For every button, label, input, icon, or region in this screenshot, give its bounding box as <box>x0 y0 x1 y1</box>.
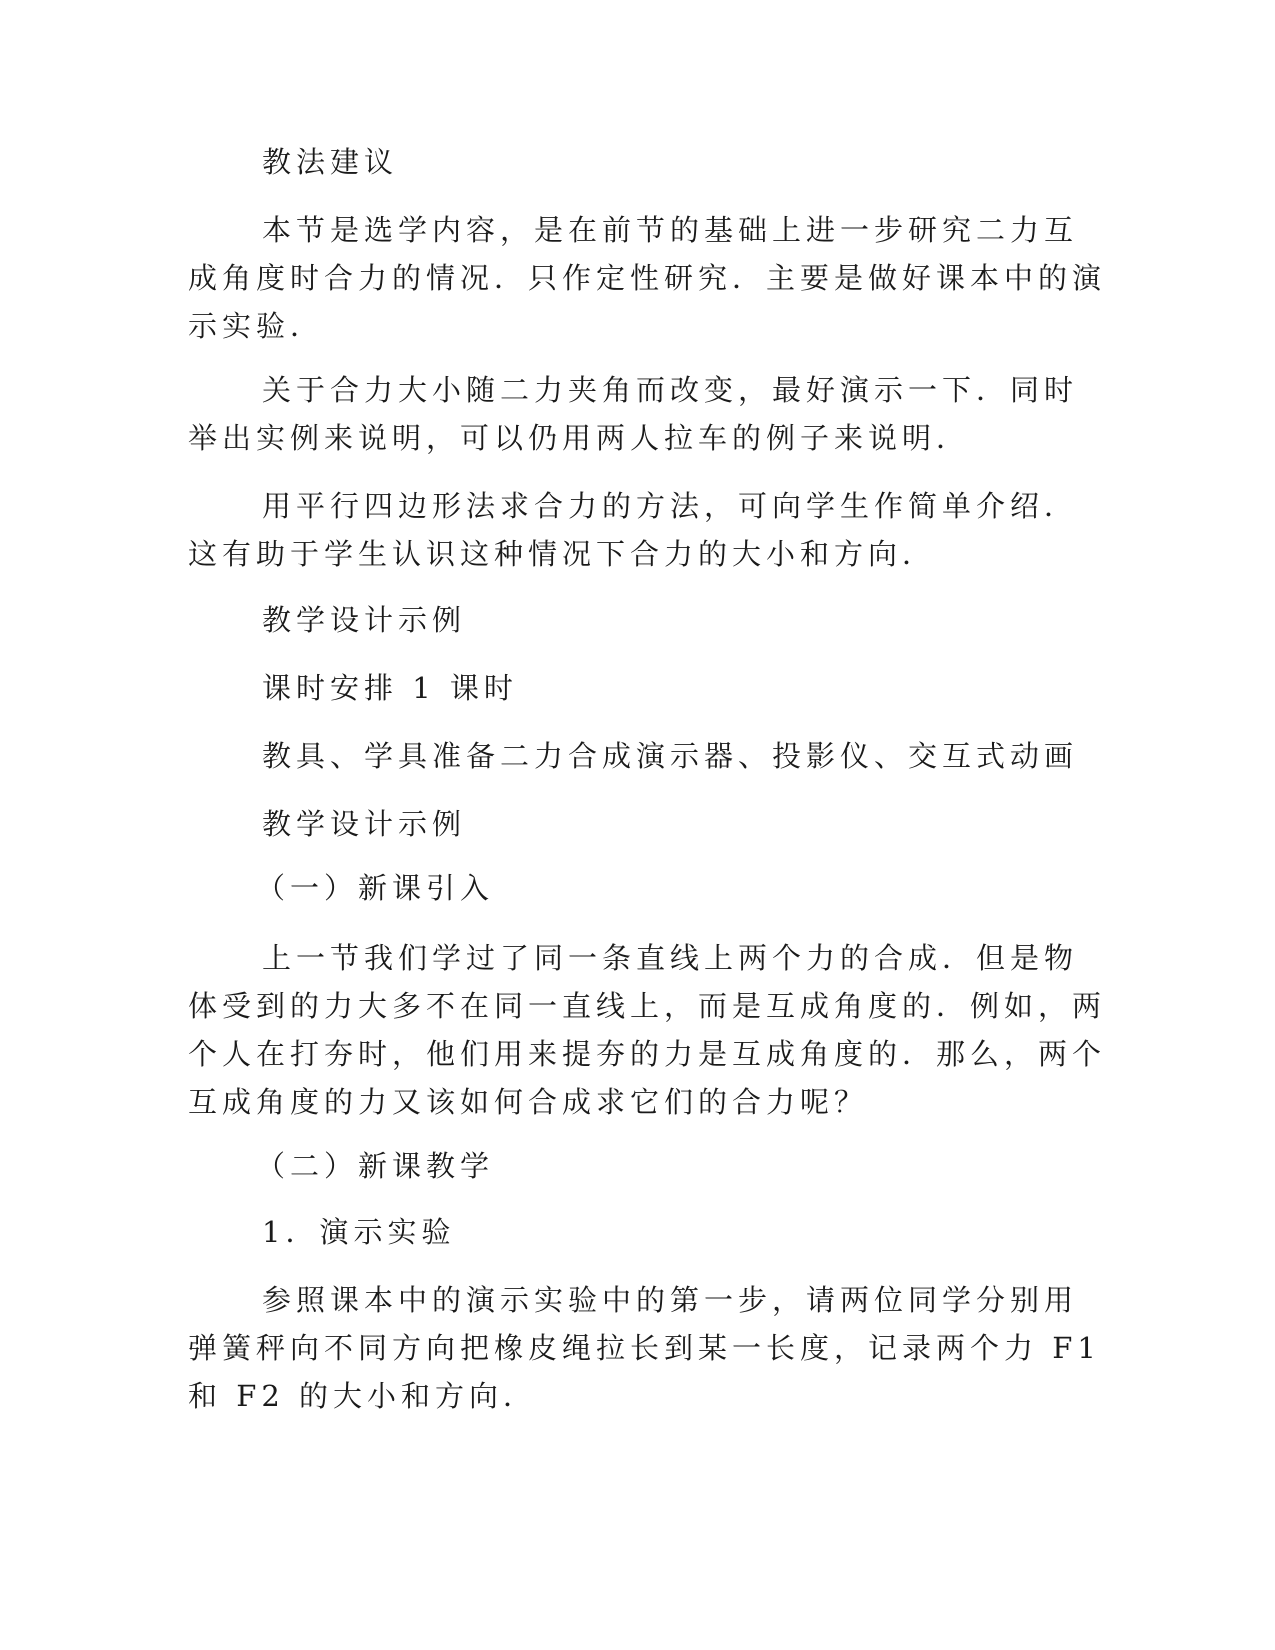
paragraph-5-line-2: 弹簧秤向不同方向把橡皮绳拉长到某一长度，记录两个力 F1 <box>188 1331 1101 1365</box>
paragraph-4-line-2: 体受到的力大多不在同一直线上，而是互成角度的．例如，两 <box>188 989 1107 1023</box>
paragraph-2 <box>188 366 1079 462</box>
heading-teaching-aids: 教具、学具准备二力合成演示器、投影仪、交互式动画 <box>262 739 1079 773</box>
paragraph-1 <box>188 206 1107 350</box>
heading-teaching-suggestions: 教法建议 <box>262 145 399 179</box>
paragraph-1-line-1: 本节是选学内容，是在前节的基础上进一步研究二力互 <box>262 213 1079 247</box>
paragraph-3-line-1: 用平行四边形法求合力的方法，可向学生作简单介绍． <box>262 489 1079 523</box>
heading-design-example-2: 教学设计示例 <box>262 807 467 841</box>
heading-demo-experiment: 1．演示实验 <box>262 1215 456 1249</box>
paragraph-5 <box>188 1276 1101 1420</box>
paragraph-5-line-1: 参照课本中的演示实验中的第一步，请两位同学分别用 <box>262 1283 1079 1317</box>
paragraph-4-line-4: 互成角度的力又该如何合成求它们的合力呢？ <box>188 1085 869 1119</box>
paragraph-4-line-1: 上一节我们学过了同一条直线上两个力的合成．但是物 <box>262 941 1079 975</box>
heading-class-schedule: 课时安排 1 课时 <box>262 671 518 705</box>
heading-new-lesson-intro: （一）新课引入 <box>256 871 495 905</box>
paragraph-3 <box>188 482 1079 578</box>
paragraph-2-line-2: 举出实例来说明，可以仍用两人拉车的例子来说明． <box>188 421 971 455</box>
heading-design-example: 教学设计示例 <box>262 603 467 637</box>
paragraph-5-line-3: 和 F2 的大小和方向． <box>188 1379 538 1413</box>
paragraph-4 <box>188 934 1107 1126</box>
paragraph-1-line-3: 示实验． <box>188 309 325 343</box>
paragraph-3-line-2: 这有助于学生认识这种情况下合力的大小和方向． <box>188 537 937 571</box>
heading-new-lesson-teaching: （二）新课教学 <box>256 1149 495 1183</box>
paragraph-2-line-1: 关于合力大小随二力夹角而改变，最好演示一下．同时 <box>262 373 1079 407</box>
paragraph-4-line-3: 个人在打夯时，他们用来提夯的力是互成角度的．那么，两个 <box>188 1037 1107 1071</box>
paragraph-1-line-2: 成角度时合力的情况．只作定性研究．主要是做好课本中的演 <box>188 261 1107 295</box>
